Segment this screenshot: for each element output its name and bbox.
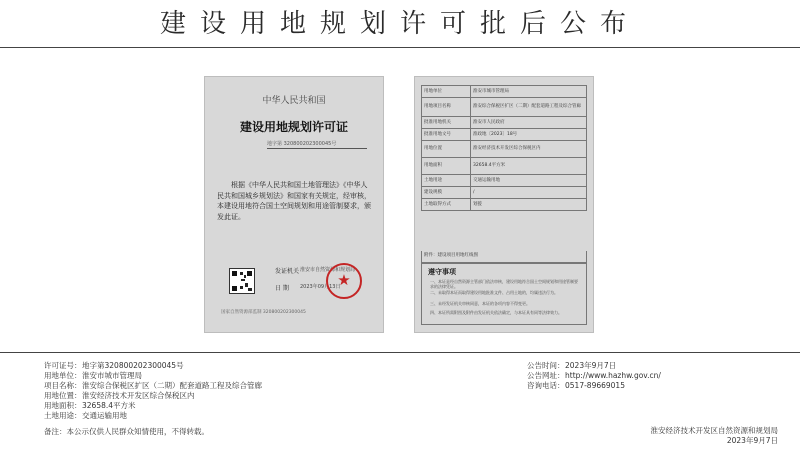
- issuing-org-label: 发证机关: [275, 268, 300, 275]
- notice-line: 四、本证所需附图及附件由发证机关依法确定，与本证具有同等法律效力。: [430, 310, 562, 315]
- info-divider: [0, 352, 800, 353]
- table-row: 用地面积 32658.4平方米: [422, 158, 587, 175]
- table-row: 土地用途 交通运输用地: [422, 175, 587, 187]
- disclaimer-note: 备注：本公示仅供人民群众知情使用，不得转载。: [44, 427, 209, 436]
- notice-line: 三、未经发证机关审核同意，本证的各项内容不得变更。: [430, 301, 530, 306]
- certificate-number-value: 320800202300045号: [283, 141, 337, 147]
- issuer-block: [651, 426, 779, 446]
- info-row: 土地用途：交通运输用地: [44, 411, 127, 420]
- table-row: 建设规模 /: [422, 187, 587, 199]
- table-row: 土地取得方式 划拨: [422, 199, 587, 211]
- info-row: 用地位置：淮安经济技术开发区综合保税区内: [44, 391, 195, 400]
- certificate-page: [205, 77, 383, 332]
- seal-star-icon: ★: [337, 271, 351, 289]
- info-row: 公告时间：2023年9月7日: [527, 361, 617, 370]
- table-row: 用地单位 淮安市城市管理局: [422, 86, 587, 98]
- page-title: 建设用地规划许可批后公布: [159, 9, 640, 39]
- certificate-detail-page: [415, 77, 593, 332]
- certificate-body: 根据《中华人民共和国土地管理法》《中华人民共和国城乡规划法》和国家有关规定，经审核，本建设用地符合国土空间规划和用途管制要求，颁发此证。: [217, 181, 371, 221]
- certificate-country: 中华人民共和国: [262, 96, 326, 106]
- notice-title: 遵守事项: [428, 268, 456, 276]
- issue-date-value: 2023年09月13日: [300, 284, 341, 290]
- issuer-org: 淮安经济技术开发区自然资源和规划局: [650, 426, 778, 435]
- notice-line: 二、未取得本证而取得建设用地批准文件、占用土地的，均属违法行为。: [430, 290, 558, 295]
- issuing-org-value: 淮安市自然资源和规划局: [300, 267, 356, 273]
- publication-url-link[interactable]: http://www.hazhw.gov.cn/: [565, 371, 661, 380]
- project-info: [44, 361, 404, 421]
- title-divider: [0, 47, 800, 48]
- detail-table: [421, 85, 587, 211]
- publication-info: [527, 361, 787, 391]
- certificate-number-underline: [267, 148, 367, 149]
- issue-date-label: 日 期: [275, 285, 289, 292]
- table-row: 批准用地机关 淮安市人民政府: [422, 117, 587, 129]
- notice-line: 一、本证是经自然资源主管部门依法审核，建设用地符合国土空间规划和用途管制要求的法律凭证。: [430, 279, 578, 289]
- info-row: 咨询电话：0517-89669015: [527, 381, 625, 390]
- table-row: 批准用地文号 淮政地〔2023〕18号: [422, 129, 587, 141]
- official-seal-icon: [326, 263, 362, 299]
- attachment-note: 附件：建设项目用地红线图: [421, 251, 587, 263]
- table-row: 用地项目名称 淮安综合保税区扩区（二期）配套道路工程及综合管廊: [422, 98, 587, 117]
- issuer-date: 2023年9月7日: [726, 436, 778, 445]
- info-row: 项目名称：淮安综合保税区扩区（二期）配套道路工程及综合管廊: [44, 381, 262, 390]
- table-row: 用地位置 淮安经济技术开发区综合保税区内: [422, 141, 587, 158]
- info-row: 公告网址：http://www.hazhw.gov.cn/: [527, 371, 661, 380]
- info-row: 用地单位：淮安市城市管理局: [44, 371, 142, 380]
- certificate-number-label: 地字第: [267, 141, 283, 147]
- certificate-name: 建设用地规划许可证: [239, 120, 348, 134]
- info-row: 许可证号：地字第320800202300045号: [44, 361, 184, 370]
- qr-code-icon: [229, 268, 255, 294]
- certificate-footer: 国家自然资源部监制 320800202300045: [221, 310, 306, 315]
- notice-box: [421, 263, 587, 325]
- certificate-number: [267, 140, 336, 147]
- info-row: 用地面积：32658.4平方米: [44, 401, 136, 410]
